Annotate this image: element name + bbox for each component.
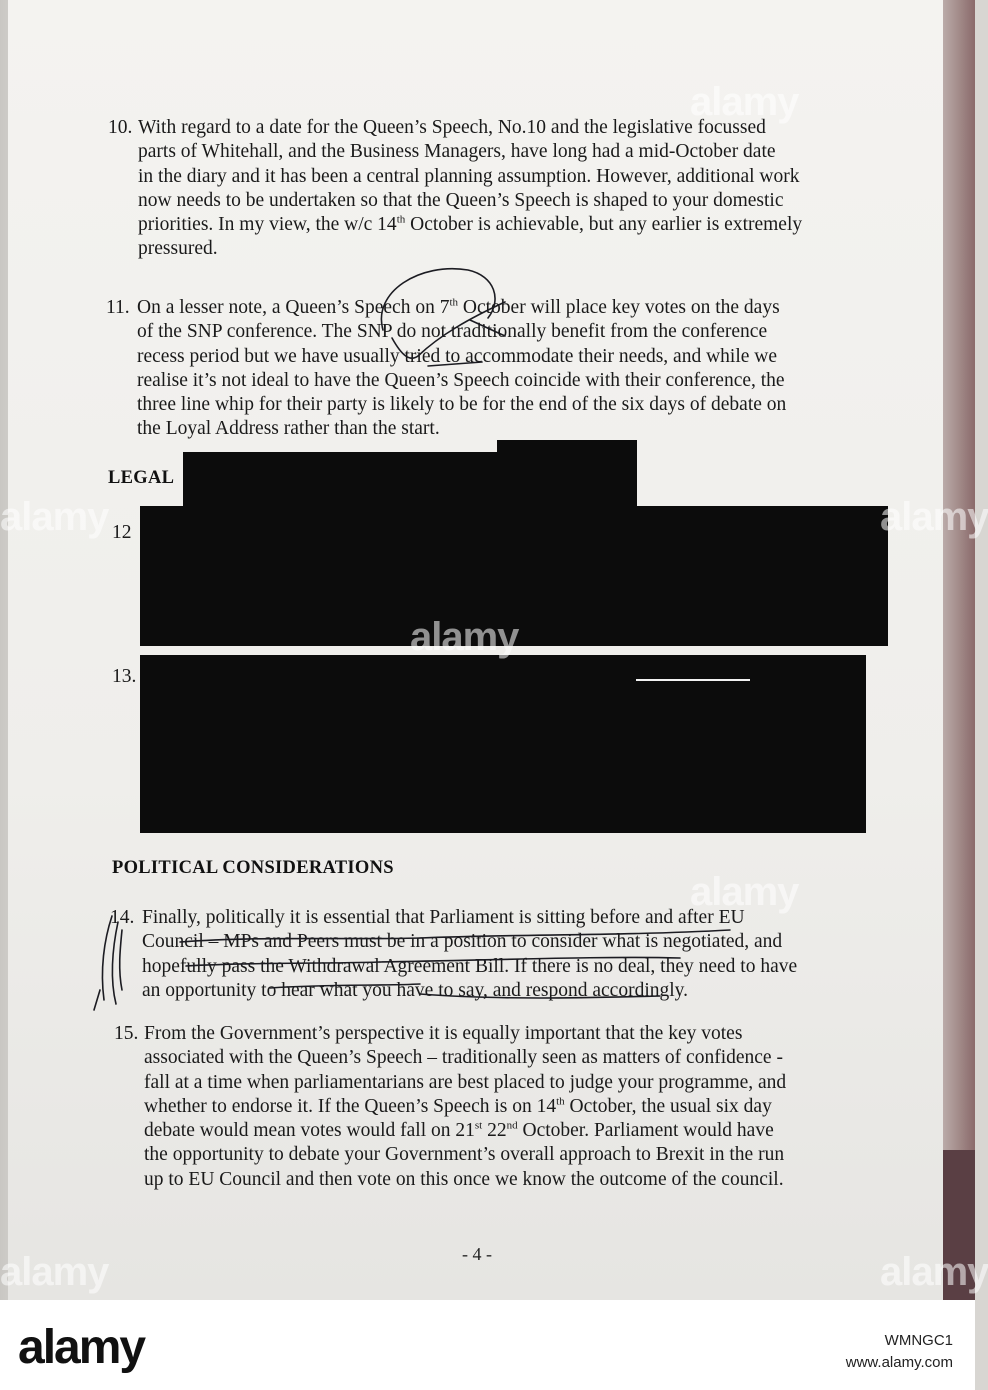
text-line: an opportunity to hear what you have to say, and respond accordingly. [142, 979, 689, 1001]
watermark: alamy [0, 1250, 109, 1294]
text-line: From the Government’s perspective it is equally important that the key votes [144, 1023, 743, 1044]
watermark: alamy [0, 495, 109, 539]
text-line: the Loyal Address rather than the start. [137, 418, 440, 440]
text-line: Finally, politically it is essential that Parliament is sitting before and after EU [142, 907, 745, 928]
paragraph-10-number: 10. [108, 117, 133, 138]
text-line: realise it’s not ideal to have the Queen’s Speech coincide with their conference, the [137, 369, 785, 391]
footer-info [846, 1330, 953, 1374]
watermark: alamy [880, 1250, 988, 1294]
text-line: whether to endorse it. If the Queen’s Speech is on 14th October, the usual six day [144, 1095, 772, 1117]
paragraph-15-number: 15. [114, 1023, 139, 1044]
text-line: On a lesser note, a Queen’s Speech on 7th October will place key votes on the days [137, 296, 780, 318]
text-line: of the SNP conference. The SNP do not traditionally benefit from the conference [137, 321, 768, 343]
text-line: fall at a time when parliamentarians are best placed to judge your programme, and [144, 1071, 787, 1093]
text-line: the opportunity to debate your Government’s overall approach to Brexit in the run [144, 1144, 785, 1166]
text-line: With regard to a date for the Queen’s Speech, No.10 and the legislative focussed [138, 117, 766, 138]
text-line: Council – MPs and Peers must be in a position to consider what is negotiated, and [142, 931, 783, 953]
alamy-logo: alamy [18, 1321, 145, 1374]
redaction-gap [636, 679, 750, 681]
paragraph-11 [137, 296, 786, 442]
text-line: recess period but we have usually tried to accommodate their needs, and while we [137, 345, 778, 367]
image-id: WMNGC1 [884, 1332, 953, 1349]
redaction-block [183, 452, 499, 508]
paragraph-12-number: 12 [112, 522, 132, 543]
political-heading: POLITICAL CONSIDERATIONS [112, 858, 394, 878]
redaction-block [140, 655, 866, 833]
text-line: up to EU Council and then vote on this once we know the outcome of the council. [144, 1168, 784, 1190]
paragraph-15 [144, 1022, 786, 1192]
paragraph-14 [142, 906, 797, 1003]
legal-heading: LEGAL [108, 468, 175, 488]
text-line: hopefully pass the Withdrawal Agreement Bill. If there is no deal, they need to have [142, 955, 798, 977]
watermark: alamy [410, 615, 519, 659]
text-line: now needs to be undertaken so that the Queen’s Speech is shaped to your domestic [138, 189, 784, 211]
text-line: in the diary and it has been a central planning assumption. However, additional work [138, 165, 800, 187]
text-line: priorities. In my view, the w/c 14th October is achievable, but any earlier is extremely [138, 213, 803, 236]
watermark: alamy [690, 80, 799, 124]
text-line: pressured. [138, 238, 218, 260]
paragraph-14-number: 14. [110, 907, 135, 928]
site-url: www.alamy.com [845, 1354, 953, 1371]
text-line: three line whip for their party is likely to be for the end of the six days of debate on [137, 394, 787, 416]
text-line: parts of Whitehall, and the Business Managers, have long had a mid-October date [138, 141, 776, 163]
paragraph-11-number: 11. [106, 297, 130, 318]
text-line: debate would mean votes would fall on 21st 22nd October. Parliament would have [144, 1119, 774, 1142]
paragraph-13-number: 13. [112, 666, 137, 687]
redaction-block [497, 440, 637, 508]
page-number: - 4 - [462, 1244, 492, 1264]
text-line: associated with the Queen’s Speech – traditionally seen as matters of confidence - [144, 1047, 783, 1069]
stock-footer [0, 1300, 975, 1390]
watermark: alamy [690, 870, 799, 914]
watermark: alamy [880, 495, 988, 539]
paragraph-10 [138, 116, 802, 262]
